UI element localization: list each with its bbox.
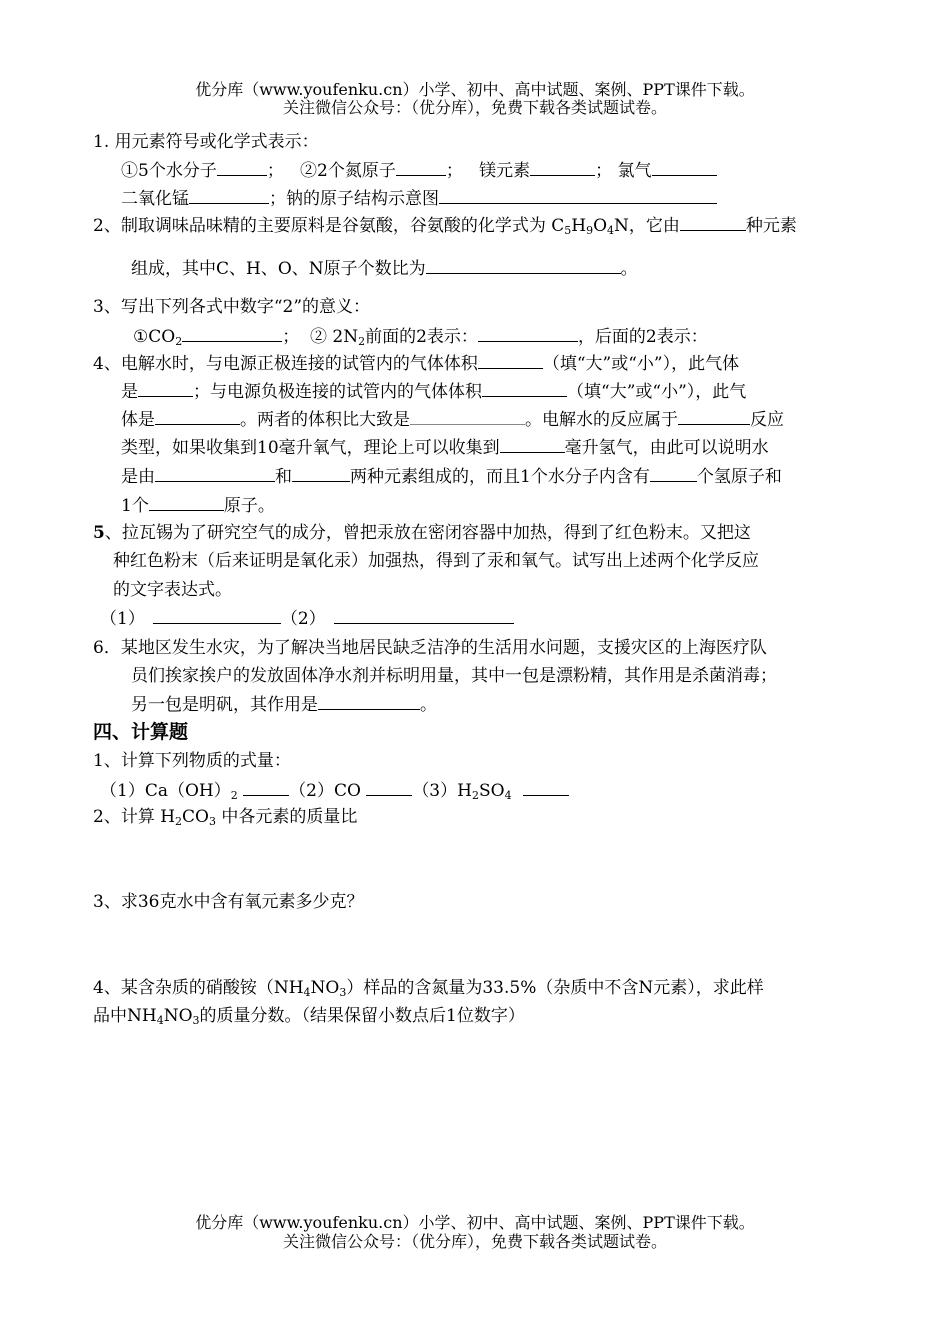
q2-n: N	[614, 216, 629, 236]
s4-q1-c2-sub: 4	[504, 789, 512, 802]
q4-text-5c: 两种元素组成的，而且1个水分子内含有	[350, 467, 650, 487]
footer-line-2: 关注微信公众号：（优分库），免费下载各类试题试卷。	[282, 1232, 667, 1251]
q3-a-label: ①CO	[133, 327, 176, 347]
q4-text-3a: 体是	[121, 410, 155, 430]
s4-q4-text-e: NO	[163, 1006, 193, 1026]
s4-q1-title: 1、计算下列物质的式量：	[93, 751, 291, 771]
q2-text-1: 2、制取调味品味精的主要原料是谷氨酸，谷氨酸的化学式为 C	[93, 216, 565, 236]
q4-blank-7[interactable]	[500, 436, 565, 453]
q5-text-1: 、拉瓦锡为了研究空气的成分，曾把汞放在密闭容器中加热，得到了红色粉末。又把这	[104, 523, 751, 543]
q2-text-3: 种元素	[745, 216, 797, 236]
s4-q1-a-blank[interactable]	[243, 779, 289, 796]
q4-blank-2[interactable]	[138, 380, 193, 397]
q4-line-2	[121, 380, 746, 403]
q6-line-3	[131, 693, 437, 716]
q4-blank-4[interactable]	[155, 408, 240, 425]
q4-text-2c: （填“大”或“小”），此气	[567, 382, 747, 402]
q5-answers	[100, 607, 514, 630]
q3-a-sub: 2	[175, 335, 183, 348]
q3-b-sub: 2	[358, 335, 366, 348]
q4-blank-10[interactable]	[650, 465, 697, 482]
q5-a-label: （1）	[100, 609, 145, 629]
q5-line-3: 的文字表达式。	[113, 580, 232, 600]
q1-b-label: ②2个氮原子	[300, 161, 396, 181]
s4-q1-a-label: （1）Ca（OH）	[100, 781, 231, 801]
s4-q2-sub-2: 3	[209, 815, 216, 828]
q4-line-5	[121, 465, 782, 488]
q4-text-2a: 是	[121, 382, 138, 402]
s4-q2-sub-1: 2	[175, 815, 183, 828]
q2-sub-3: 4	[607, 224, 614, 237]
s4-q4-sub-4: 3	[192, 1014, 200, 1027]
q2-text-4: 组成，其中C、H、O、N原子个数比为	[131, 259, 426, 279]
q2-text-5: 。	[620, 259, 638, 279]
q1-f-blank[interactable]	[439, 187, 717, 204]
q6-text-3a: 另一包是明矾，其作用是	[131, 695, 318, 715]
q4-blank-5[interactable]	[410, 408, 525, 425]
q1-row-2: 二氧化锰 ；钠的原子结构示意图	[121, 187, 717, 210]
s4-q4-text-a: 4、某含杂质的硝酸铵（NH	[93, 978, 304, 998]
q4-line-1	[93, 352, 739, 375]
q2-line-2	[131, 257, 638, 280]
q4-text-2b: ；与电源负极连接的试管内的气体体积	[193, 382, 482, 402]
q5-a-blank[interactable]	[153, 607, 281, 624]
q3-row: $①CO_2$ ； ② $2N_2$前面的2表示： ，后面的2表示：	[133, 327, 708, 348]
q1-c-label: 镁元素	[479, 161, 531, 181]
s4-q3: 3、求36克水中含有氧元素多少克？	[93, 892, 364, 912]
q4-blank-8[interactable]	[155, 465, 275, 482]
q4-text-6a: 1个	[121, 496, 149, 516]
q4-text-1a: 4、电解水时，与电源正极连接的试管内的气体体积	[93, 354, 478, 374]
q5-b-blank[interactable]	[334, 607, 514, 624]
q1-row-1: ①5个水分子 ； ②2个氮原子 ； 镁元素 ； 氯气	[121, 159, 717, 182]
q1-a-label: ①5个水分子	[121, 161, 217, 181]
q2-o: O	[593, 216, 607, 236]
q3-b-label: ② 2N	[310, 327, 359, 347]
q1-d-label: 氯气	[617, 161, 652, 181]
s4-q1-c2-label: SO	[478, 781, 505, 801]
q4-line-4	[121, 436, 769, 459]
s4-q4-sub-1: 4	[303, 986, 311, 999]
q1-e-blank[interactable]	[189, 187, 269, 204]
s4-q2-text-a: 2、计算 H	[93, 807, 176, 827]
s4-q4-text-f: 的质量分数。（结果保留小数点后1位数字）	[199, 1006, 525, 1026]
q1-b-blank[interactable]	[396, 159, 446, 176]
q4-text-3b: 。两者的体积比大致是	[240, 410, 410, 430]
q4-text-4a: 类型，如果收集到10毫升氧气，理论上可以收集到	[121, 438, 500, 458]
s4-q1-a-sub: 2	[230, 789, 238, 802]
q4-text-1b: （填“大”或“小”），此气体	[542, 354, 740, 374]
q3-a-blank[interactable]	[182, 325, 282, 342]
q5-line-1	[93, 522, 751, 544]
q4-blank-11[interactable]	[149, 494, 224, 511]
header-line-1: 优分库（www.youfenku.cn）小学、初中、高中试题、案例、PPT课件下载。	[195, 80, 755, 99]
s4-q2-text-c: 中各元素的质量比	[216, 807, 358, 827]
s4-q4-line-1	[93, 977, 764, 999]
s4-q1-c-sub: 2	[471, 789, 479, 802]
q4-line-3	[121, 408, 784, 431]
q3-c-label: ，后面的2表示：	[577, 327, 708, 347]
q1-f-label: 钠的原子结构示意图	[286, 189, 439, 209]
header-line-2: 关注微信公众号：（优分库），免费下载各类试题试卷。	[282, 98, 667, 117]
q4-blank-3[interactable]	[482, 380, 567, 397]
q4-text-3c: 。电解水的反应属于	[525, 410, 678, 430]
q1-a-blank[interactable]	[217, 159, 267, 176]
q1-c-blank[interactable]	[530, 159, 595, 176]
s4-q4-sub-3: 4	[156, 1014, 164, 1027]
s4-q1-items	[100, 779, 569, 802]
q6-blank[interactable]	[318, 693, 420, 710]
s4-q4-text-b: NO	[310, 978, 340, 998]
q5-line-2: 种红色粉末（后来证明是氧化汞）加强热，得到了汞和氧气。试写出上述两个化学反应	[113, 551, 759, 571]
q5-number: 5	[93, 523, 105, 543]
q2-line-1	[93, 214, 797, 237]
section-4-heading: 四、计算题	[93, 721, 189, 743]
s4-q2-text-b: CO	[182, 807, 209, 827]
q4-line-6	[121, 494, 275, 517]
q6-text-3b: 。	[420, 695, 437, 715]
q6-line-2: 员们挨家挨户的发放固体净水剂并标明用量，其中一包是漂粉精，其作用是杀菌消毒；	[131, 666, 777, 686]
q3-b2-label: 前面的2表示：	[365, 327, 478, 347]
q4-text-6b: 原子。	[223, 496, 275, 516]
s4-q2	[93, 806, 357, 828]
s4-q4-sub-2: 3	[339, 986, 347, 999]
q1-e-label: 二氧化锰	[121, 189, 189, 209]
s4-q4-line-2	[93, 1005, 525, 1027]
q5-b-label: （2）	[280, 609, 326, 629]
q4-text-4b: 毫升氢气，由此可以说明水	[564, 438, 769, 458]
q2-sub-2: 9	[586, 224, 594, 237]
q1-d-blank[interactable]	[652, 159, 717, 176]
q2-blank-1[interactable]	[680, 214, 746, 231]
q4-text-5a: 是由	[121, 467, 155, 487]
q4-blank-6[interactable]	[678, 408, 750, 425]
q1-title: 1. 用元素符号或化学式表示：	[93, 132, 319, 152]
q2-h: H	[571, 216, 587, 236]
q2-sub-1: 5	[564, 224, 572, 237]
q3-title: 3、写出下列各式中数字“2”的意义：	[93, 297, 371, 317]
s4-q1-b-label: （2）CO	[289, 781, 361, 801]
s4-q1-c-label: （3）H	[412, 781, 472, 801]
q4-text-5d: 个氢原子和	[696, 467, 782, 487]
s4-q4-text-d: 品中NH	[93, 1006, 157, 1026]
s4-q4-text-c: ）样品的含氮量为33.5%（杂质中不含N元素），求此样	[346, 978, 764, 998]
q2-text-2: ，它由	[628, 216, 680, 236]
q4-blank-1[interactable]	[478, 352, 543, 369]
q4-blank-9[interactable]	[292, 465, 350, 482]
s4-q1-b-blank[interactable]	[366, 779, 412, 796]
q4-text-5b: 和	[275, 467, 292, 487]
q3-b-blank[interactable]	[478, 325, 578, 342]
footer-line-1: 优分库（www.youfenku.cn）小学、初中、高中试题、案例、PPT课件下载。	[195, 1213, 755, 1232]
s4-q1-c-blank[interactable]	[523, 779, 569, 796]
q4-text-3d: 反应	[750, 410, 784, 430]
q6-line-1: 6．某地区发生水灾，为了解决当地居民缺乏洁净的生活用水问题，支援灾区的上海医疗队	[93, 638, 767, 658]
q2-blank-2[interactable]	[426, 257, 621, 274]
